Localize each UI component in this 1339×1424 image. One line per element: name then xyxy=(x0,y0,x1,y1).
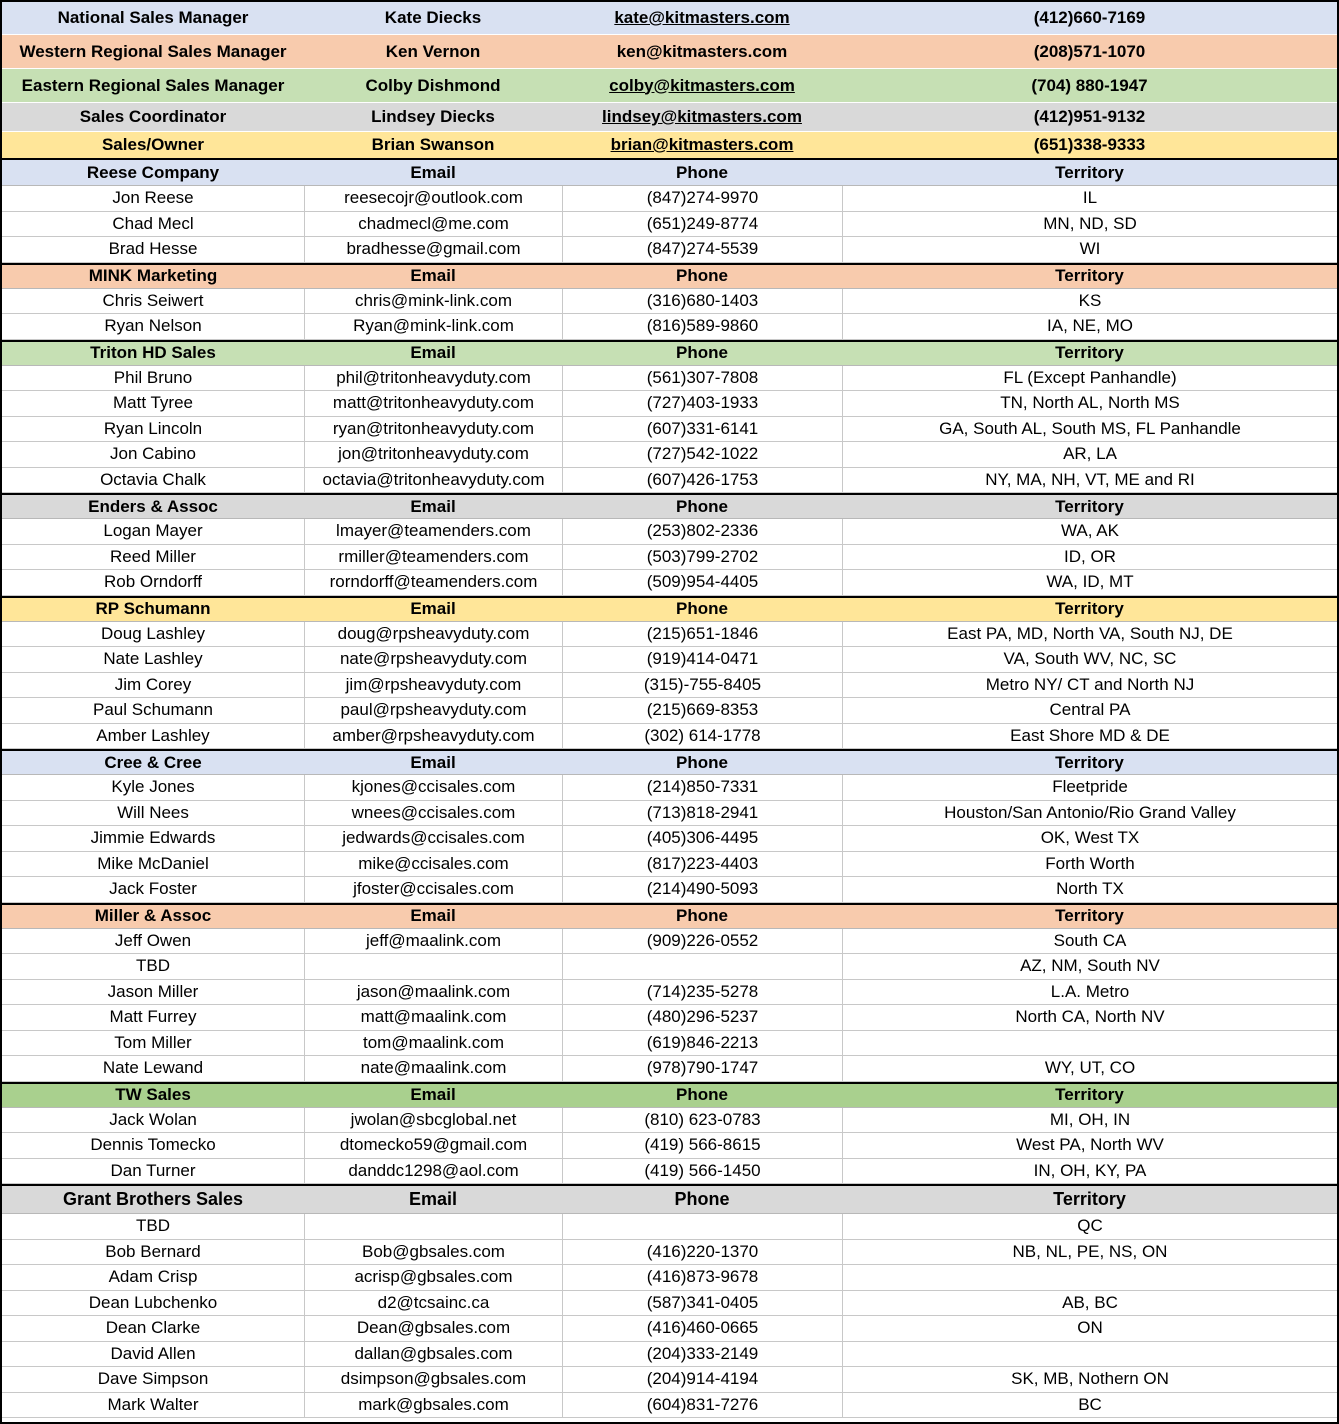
contact-row xyxy=(2,622,1337,648)
contact-name: Jon Cabino xyxy=(109,444,196,464)
team-title xyxy=(2,103,304,131)
team-title-text: Sales/Owner xyxy=(101,135,205,154)
contact-row xyxy=(2,852,1337,878)
contact-territory: NB, NL, PE, NS, ON xyxy=(842,1240,1337,1265)
contact-phone: (416)220-1370 xyxy=(562,1240,842,1265)
contact-email[interactable]: jim@rpsheavyduty.com xyxy=(304,673,562,698)
contact-row xyxy=(2,289,1337,315)
contact-row xyxy=(2,1342,1337,1368)
contact-name: Chad Mecl xyxy=(112,213,194,233)
contact-row xyxy=(2,826,1337,852)
team-email-text[interactable]: kate@kitmasters.com xyxy=(614,8,790,27)
contact-phone: (509)954-4405 xyxy=(562,570,842,595)
group-header-row xyxy=(2,1184,1337,1214)
team-email[interactable] xyxy=(562,103,842,131)
team-row xyxy=(2,2,1337,35)
contact-row xyxy=(2,442,1337,468)
contact-row xyxy=(2,1393,1337,1419)
contact-row xyxy=(2,929,1337,955)
contact-name: Kyle Jones xyxy=(111,777,195,797)
contact-territory: Houston/San Antonio/Rio Grand Valley xyxy=(842,801,1337,826)
contact-email[interactable]: Dean@gbsales.com xyxy=(304,1316,562,1341)
contact-name: Mark Walter xyxy=(107,1394,199,1414)
contact-row xyxy=(2,698,1337,724)
contact-territory: Fleetpride xyxy=(842,775,1337,800)
contact-email[interactable]: matt@tritonheavyduty.com xyxy=(304,391,562,416)
contact-row xyxy=(2,237,1337,263)
company-name: Miller & Assoc xyxy=(94,906,212,925)
contact-name: Chris Seiwert xyxy=(102,290,204,310)
email-header: Email xyxy=(410,599,456,618)
contact-name: Matt Tyree xyxy=(113,393,193,413)
team-email-text[interactable]: lindsey@kitmasters.com xyxy=(602,107,802,126)
team-title xyxy=(2,132,304,158)
contact-row xyxy=(2,1265,1337,1291)
contact-territory: ON xyxy=(842,1316,1337,1341)
contact-name: Rob Orndorff xyxy=(104,572,202,592)
territory-header: Territory xyxy=(1055,343,1124,362)
team-phone-text: (704) 880-1947 xyxy=(1031,75,1148,95)
team-phone xyxy=(842,132,1337,158)
contact-territory: GA, South AL, South MS, FL Panhandle xyxy=(842,417,1337,442)
contact-email[interactable]: dtomecko59@gmail.com xyxy=(304,1133,562,1158)
team-email-text[interactable]: ken@kitmasters.com xyxy=(616,41,788,61)
phone-header: Phone xyxy=(676,1085,728,1104)
contact-territory: Forth Worth xyxy=(842,852,1337,877)
team-phone-text: (651)338-9333 xyxy=(1033,135,1146,154)
team-email-text[interactable]: brian@kitmasters.com xyxy=(610,135,794,154)
contact-email[interactable]: Ryan@mink-link.com xyxy=(304,314,562,339)
contact-row xyxy=(2,1214,1337,1240)
contact-name: Matt Furrey xyxy=(109,1007,197,1027)
contact-phone: (651)249-8774 xyxy=(562,212,842,237)
contact-phone: (587)341-0405 xyxy=(562,1291,842,1316)
contact-phone: (607)331-6141 xyxy=(562,417,842,442)
contact-name: Jack Foster xyxy=(109,879,197,899)
group-header-row xyxy=(2,1082,1337,1108)
contact-territory: VA, South WV, NC, SC xyxy=(842,647,1337,672)
contact-row xyxy=(2,980,1337,1006)
contact-phone: (619)846-2213 xyxy=(562,1031,842,1056)
company-name: Reese Company xyxy=(86,162,220,182)
contact-row xyxy=(2,1240,1337,1266)
contact-territory: QC xyxy=(842,1214,1337,1239)
contact-phone: (416)460-0665 xyxy=(562,1316,842,1341)
contact-phone: (419) 566-8615 xyxy=(562,1133,842,1158)
contact-territory: North TX xyxy=(842,877,1337,902)
contact-territory: NY, MA, NH, VT, ME and RI xyxy=(842,468,1337,493)
contact-phone: (607)426-1753 xyxy=(562,468,842,493)
contact-email[interactable]: Bob@gbsales.com xyxy=(304,1240,562,1265)
contact-row xyxy=(2,314,1337,340)
contact-name: Amber Lashley xyxy=(96,725,210,745)
group-header-row xyxy=(2,903,1337,929)
contact-territory xyxy=(842,1031,1337,1056)
contact-territory: Metro NY/ CT and North NJ xyxy=(842,673,1337,698)
contact-phone: (919)414-0471 xyxy=(562,647,842,672)
contact-territory: AR, LA xyxy=(842,442,1337,467)
contact-phone: (847)274-9970 xyxy=(562,186,842,211)
contact-row xyxy=(2,673,1337,699)
contact-phone: (204)333-2149 xyxy=(562,1342,842,1367)
phone-header: Phone xyxy=(676,266,728,285)
contact-territory: Central PA xyxy=(842,698,1337,723)
contact-row xyxy=(2,647,1337,673)
contact-row xyxy=(2,570,1337,596)
group-header-row xyxy=(2,340,1337,366)
contact-phone: (215)651-1846 xyxy=(562,622,842,647)
contact-email[interactable]: bradhesse@gmail.com xyxy=(304,237,562,262)
contact-email[interactable]: mark@gbsales.com xyxy=(304,1393,562,1418)
team-name xyxy=(304,69,562,102)
phone-header: Phone xyxy=(674,1189,730,1209)
contact-name: Dean Lubchenko xyxy=(88,1292,218,1312)
contact-email[interactable]: d2@tcsainc.ca xyxy=(304,1291,562,1316)
contact-row xyxy=(2,519,1337,545)
team-row xyxy=(2,103,1337,132)
phone-header: Phone xyxy=(676,162,728,182)
contact-phone: (604)831-7276 xyxy=(562,1393,842,1418)
contact-phone: (810) 623-0783 xyxy=(562,1108,842,1133)
contact-name: Bob Bernard xyxy=(105,1241,201,1261)
contact-territory: TN, North AL, North MS xyxy=(842,391,1337,416)
company-name: Triton HD Sales xyxy=(90,343,216,362)
territory-header: Territory xyxy=(1055,599,1124,618)
contact-phone: (847)274-5539 xyxy=(562,237,842,262)
contact-phone: (316)680-1403 xyxy=(562,289,842,314)
contact-territory: North CA, North NV xyxy=(842,1005,1337,1030)
contact-name: Tom Miller xyxy=(114,1032,192,1052)
contact-email[interactable]: jason@maalink.com xyxy=(304,980,562,1005)
phone-header: Phone xyxy=(676,496,728,516)
team-name-text: Lindsey Diecks xyxy=(371,107,495,126)
team-email[interactable] xyxy=(562,69,842,102)
contact-name: Jim Corey xyxy=(114,674,192,694)
contact-email[interactable]: jwolan@sbcglobal.net xyxy=(304,1108,562,1133)
team-row xyxy=(2,69,1337,103)
contact-name: TBD xyxy=(136,1216,170,1236)
contact-email[interactable]: danddc1298@aol.com xyxy=(304,1159,562,1184)
contact-phone: (561)307-7808 xyxy=(562,366,842,391)
contact-phone: (480)296-5237 xyxy=(562,1005,842,1030)
team-email[interactable] xyxy=(562,132,842,158)
contact-name: Ryan Nelson xyxy=(104,316,202,336)
team-name-text: Ken Vernon xyxy=(385,41,481,61)
team-email-text[interactable]: colby@kitmasters.com xyxy=(609,75,795,95)
contact-row xyxy=(2,186,1337,212)
company-name: RP Schumann xyxy=(95,599,211,618)
contact-territory: BC xyxy=(842,1393,1337,1418)
contact-name: Reed Miller xyxy=(110,546,196,566)
contact-name: Dan Turner xyxy=(110,1160,196,1180)
contact-territory: WI xyxy=(842,237,1337,262)
contact-phone: (727)542-1022 xyxy=(562,442,842,467)
team-row xyxy=(2,132,1337,160)
team-phone xyxy=(842,69,1337,102)
contact-territory: OK, West TX xyxy=(842,826,1337,851)
contact-territory: AZ, NM, South NV xyxy=(842,954,1337,979)
contact-email xyxy=(304,954,562,979)
team-name-text: Brian Swanson xyxy=(371,135,495,154)
contact-email[interactable]: chadmecl@me.com xyxy=(304,212,562,237)
contact-phone xyxy=(562,1214,842,1239)
contact-territory: AB, BC xyxy=(842,1291,1337,1316)
contact-territory: South CA xyxy=(842,929,1337,954)
territory-header: Territory xyxy=(1053,1189,1126,1209)
contact-territory: WY, UT, CO xyxy=(842,1056,1337,1081)
contact-name: Phil Bruno xyxy=(113,367,193,387)
email-header: Email xyxy=(410,1085,456,1104)
phone-header: Phone xyxy=(676,906,728,925)
group-header-row xyxy=(2,493,1337,519)
contact-name: Jimmie Edwards xyxy=(90,828,216,848)
contact-phone: (315)-755-8405 xyxy=(562,673,842,698)
team-title-text: Western Regional Sales Manager xyxy=(19,41,287,61)
contact-row xyxy=(2,1367,1337,1393)
company-name: TW Sales xyxy=(115,1085,191,1104)
contact-territory xyxy=(842,1342,1337,1367)
contact-row xyxy=(2,1031,1337,1057)
contact-name: Adam Crisp xyxy=(108,1267,198,1287)
team-name xyxy=(304,103,562,131)
contact-email[interactable]: mike@ccisales.com xyxy=(304,852,562,877)
contact-row xyxy=(2,545,1337,571)
contact-phone: (909)226-0552 xyxy=(562,929,842,954)
contact-phone: (214)850-7331 xyxy=(562,775,842,800)
company-name: Cree & Cree xyxy=(104,752,202,772)
team-phone-text: (208)571-1070 xyxy=(1033,41,1146,61)
contact-row xyxy=(2,1133,1337,1159)
phone-header: Phone xyxy=(676,599,728,618)
contact-row xyxy=(2,724,1337,750)
contact-row xyxy=(2,1316,1337,1342)
contact-email[interactable]: phil@tritonheavyduty.com xyxy=(304,366,562,391)
contact-phone: (215)669-8353 xyxy=(562,698,842,723)
team-name-text: Colby Dishmond xyxy=(365,75,501,95)
contact-phone: (714)235-5278 xyxy=(562,980,842,1005)
contact-email[interactable]: rorndorff@teamenders.com xyxy=(304,570,562,595)
contact-row xyxy=(2,1005,1337,1031)
team-email[interactable] xyxy=(562,2,842,34)
contact-name: Dennis Tomecko xyxy=(90,1135,216,1155)
contact-territory: IN, OH, KY, PA xyxy=(842,1159,1337,1184)
email-header: Email xyxy=(408,1189,458,1209)
team-phone xyxy=(842,35,1337,68)
contact-email[interactable]: kjones@ccisales.com xyxy=(304,775,562,800)
contact-territory: East Shore MD & DE xyxy=(842,724,1337,749)
contact-phone: (978)790-1747 xyxy=(562,1056,842,1081)
team-name xyxy=(304,35,562,68)
contact-territory: WA, AK xyxy=(842,519,1337,544)
company-name: Grant Brothers Sales xyxy=(62,1189,244,1209)
team-title xyxy=(2,69,304,102)
phone-header: Phone xyxy=(676,343,728,362)
contact-email[interactable]: lmayer@teamenders.com xyxy=(304,519,562,544)
contact-email[interactable]: jon@tritonheavyduty.com xyxy=(304,442,562,467)
contact-email[interactable]: dallan@gbsales.com xyxy=(304,1342,562,1367)
group-header-row xyxy=(2,263,1337,289)
email-header: Email xyxy=(410,266,456,285)
company-name: Enders & Assoc xyxy=(88,496,218,516)
contact-email[interactable]: wnees@ccisales.com xyxy=(304,801,562,826)
contact-email[interactable]: jfoster@ccisales.com xyxy=(304,877,562,902)
contact-row xyxy=(2,1159,1337,1185)
contact-phone: (405)306-4495 xyxy=(562,826,842,851)
territory-header: Territory xyxy=(1055,906,1124,925)
contact-name: Mike McDaniel xyxy=(97,853,209,873)
contact-row xyxy=(2,1056,1337,1082)
contact-name: Nate Lashley xyxy=(103,649,203,669)
team-name xyxy=(304,2,562,34)
contact-phone: (713)818-2941 xyxy=(562,801,842,826)
contact-name: TBD xyxy=(136,956,170,976)
contact-email[interactable]: doug@rpsheavyduty.com xyxy=(304,622,562,647)
territory-header: Territory xyxy=(1055,1085,1124,1104)
team-title-text: National Sales Manager xyxy=(57,8,249,27)
territory-header: Territory xyxy=(1055,266,1124,285)
contact-email[interactable]: ryan@tritonheavyduty.com xyxy=(304,417,562,442)
contact-email[interactable]: amber@rpsheavyduty.com xyxy=(304,724,562,749)
contact-email[interactable]: dsimpson@gbsales.com xyxy=(304,1367,562,1392)
contact-email[interactable]: tom@maalink.com xyxy=(304,1031,562,1056)
contact-phone: (204)914-4194 xyxy=(562,1367,842,1392)
contact-name: Will Nees xyxy=(117,802,189,822)
email-header: Email xyxy=(410,906,456,925)
contact-name: Octavia Chalk xyxy=(100,469,206,489)
team-phone-text: (412)660-7169 xyxy=(1033,8,1146,27)
contact-territory: MN, ND, SD xyxy=(842,212,1337,237)
group-header-row xyxy=(2,160,1337,186)
contact-phone: (419) 566-1450 xyxy=(562,1159,842,1184)
contact-email[interactable]: matt@maalink.com xyxy=(304,1005,562,1030)
contact-email[interactable]: nate@rpsheavyduty.com xyxy=(304,647,562,672)
contact-email[interactable]: jedwards@ccisales.com xyxy=(304,826,562,851)
contact-row xyxy=(2,417,1337,443)
contact-phone: (503)799-2702 xyxy=(562,545,842,570)
contact-territory: West PA, North WV xyxy=(842,1133,1337,1158)
contact-row xyxy=(2,1291,1337,1317)
team-title-text: Eastern Regional Sales Manager xyxy=(21,75,285,95)
contact-row xyxy=(2,391,1337,417)
contact-name: Ryan Lincoln xyxy=(103,418,203,438)
contact-name: Jack Wolan xyxy=(109,1109,197,1129)
team-row xyxy=(2,35,1337,69)
group-header-row xyxy=(2,596,1337,622)
contact-territory: ID, OR xyxy=(842,545,1337,570)
contact-phone: (214)490-5093 xyxy=(562,877,842,902)
contact-phone: (816)589-9860 xyxy=(562,314,842,339)
contact-phone: (727)403-1933 xyxy=(562,391,842,416)
contact-phone: (817)223-4403 xyxy=(562,852,842,877)
contact-row xyxy=(2,366,1337,392)
contact-row xyxy=(2,1108,1337,1134)
company-name: MINK Marketing xyxy=(88,266,218,285)
email-header: Email xyxy=(410,496,456,516)
contact-territory: SK, MB, Nothern ON xyxy=(842,1367,1337,1392)
contact-row xyxy=(2,877,1337,903)
contact-name: Logan Mayer xyxy=(103,521,203,541)
contact-territory: IA, NE, MO xyxy=(842,314,1337,339)
contact-name: David Allen xyxy=(110,1343,196,1363)
team-name-text: Kate Diecks xyxy=(384,8,482,27)
contact-row xyxy=(2,801,1337,827)
contact-phone xyxy=(562,954,842,979)
contact-name: Dave Simpson xyxy=(97,1369,209,1389)
contact-row xyxy=(2,468,1337,494)
contact-territory: L.A. Metro xyxy=(842,980,1337,1005)
contact-email[interactable]: paul@rpsheavyduty.com xyxy=(304,698,562,723)
contact-row xyxy=(2,775,1337,801)
contact-name: Jason Miller xyxy=(107,981,199,1001)
email-header: Email xyxy=(410,343,456,362)
contact-email[interactable]: acrisp@gbsales.com xyxy=(304,1265,562,1290)
contact-territory xyxy=(842,1265,1337,1290)
contact-email[interactable]: chris@mink-link.com xyxy=(304,289,562,314)
contact-territory: MI, OH, IN xyxy=(842,1108,1337,1133)
contact-territory: FL (Except Panhandle) xyxy=(842,366,1337,391)
contact-name: Nate Lewand xyxy=(102,1058,204,1078)
email-header: Email xyxy=(410,752,456,772)
contact-phone: (302) 614-1778 xyxy=(562,724,842,749)
contact-email[interactable]: octavia@tritonheavyduty.com xyxy=(304,468,562,493)
contact-row xyxy=(2,212,1337,238)
team-title-text: Sales Coordinator xyxy=(79,107,227,126)
team-title xyxy=(2,35,304,68)
contact-territory: WA, ID, MT xyxy=(842,570,1337,595)
territory-header: Territory xyxy=(1055,752,1124,772)
contact-name: Jon Reese xyxy=(112,188,194,208)
contact-phone: (416)873-9678 xyxy=(562,1265,842,1290)
contact-name: Brad Hesse xyxy=(108,239,198,259)
email-header: Email xyxy=(410,162,456,182)
contact-email xyxy=(304,1214,562,1239)
group-header-row xyxy=(2,749,1337,775)
contact-name: Paul Schumann xyxy=(92,700,214,720)
phone-header: Phone xyxy=(676,752,728,772)
contact-name: Jeff Owen xyxy=(114,930,192,950)
team-email[interactable] xyxy=(562,35,842,68)
contact-email[interactable]: rmiller@teamenders.com xyxy=(304,545,562,570)
contact-email[interactable]: jeff@maalink.com xyxy=(304,929,562,954)
team-phone-text: (412)951-9132 xyxy=(1033,107,1146,126)
contact-name: Doug Lashley xyxy=(101,623,205,643)
contact-email[interactable]: reesecojr@outlook.com xyxy=(304,186,562,211)
territory-header: Territory xyxy=(1055,162,1124,182)
contact-phone: (253)802-2336 xyxy=(562,519,842,544)
contact-row xyxy=(2,954,1337,980)
contact-territory: East PA, MD, North VA, South NJ, DE xyxy=(842,622,1337,647)
team-phone xyxy=(842,103,1337,131)
contact-territory: IL xyxy=(842,186,1337,211)
team-name xyxy=(304,132,562,158)
contact-name: Dean Clarke xyxy=(105,1318,201,1338)
team-phone xyxy=(842,2,1337,34)
contact-email[interactable]: nate@maalink.com xyxy=(304,1056,562,1081)
team-title xyxy=(2,2,304,34)
contact-territory: KS xyxy=(842,289,1337,314)
territory-header: Territory xyxy=(1055,496,1124,516)
